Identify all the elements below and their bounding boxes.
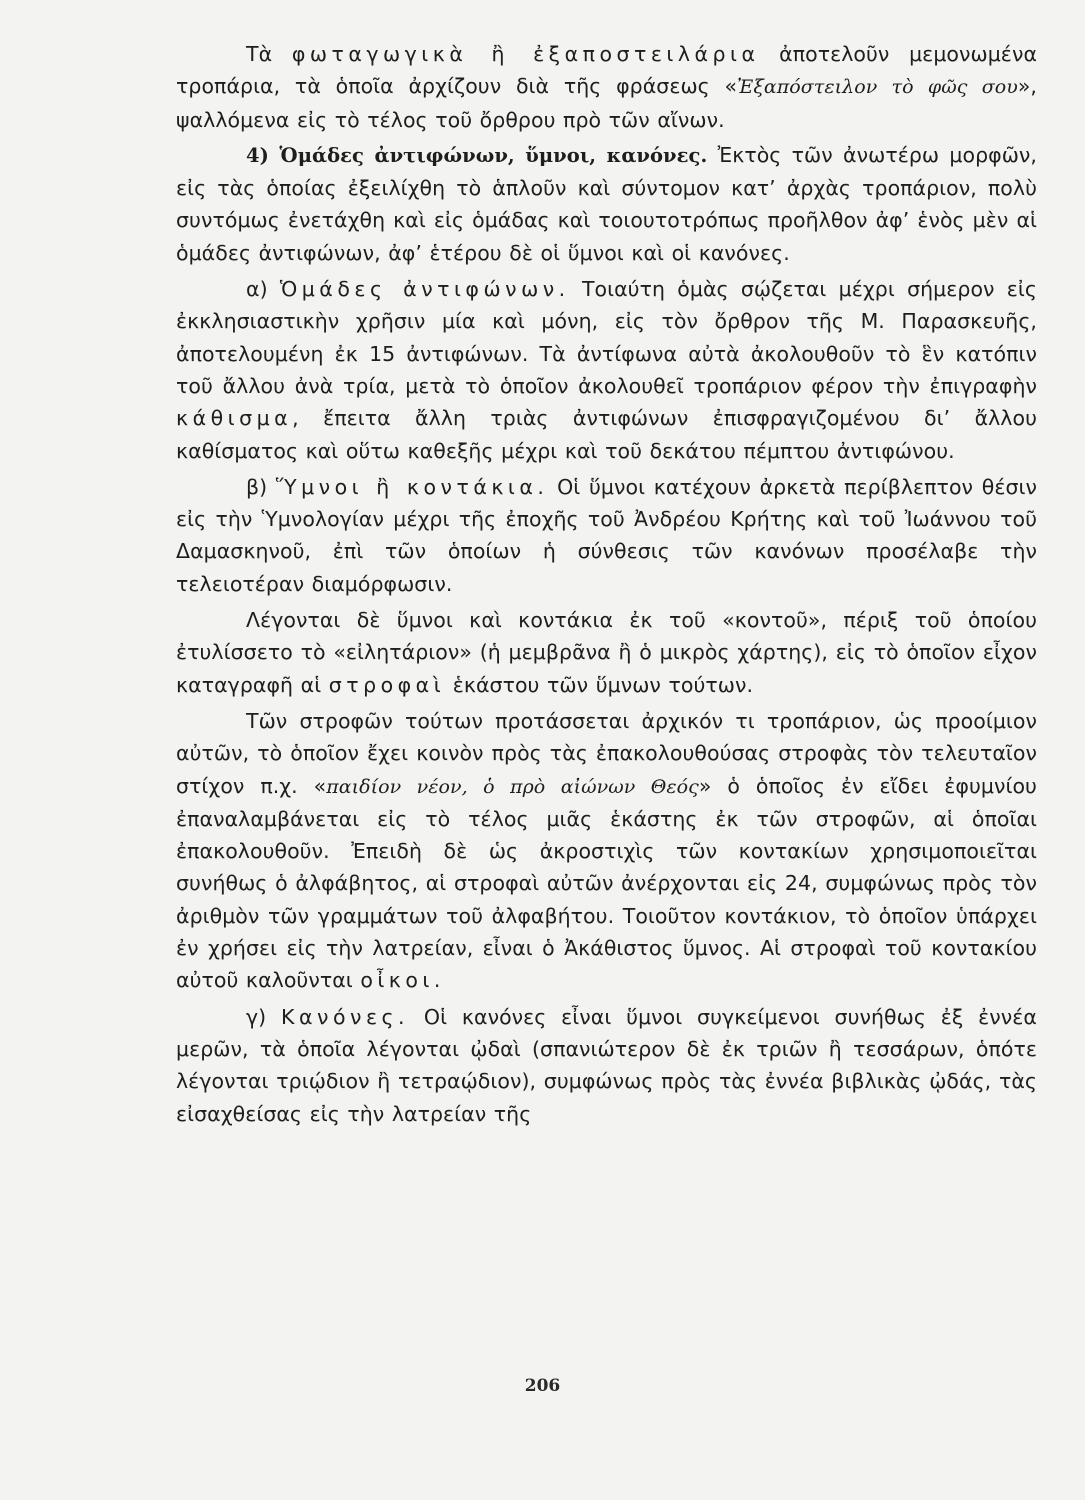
page-number: 206 [524, 1376, 561, 1396]
paragraph-canons: γ) Κανόνες. Οἱ κανόνες εἶναι ὕμνοι συγκείμενοι συνήθως ἐξ ἐννέα μερῶν, τὰ ὁποῖα λέγονται ᾠδαὶ (σπανιώτερον δὲ ἐκ τριῶν ἢ τεσσάρων, ὁπότε λέγονται τριῴδιον ἢ τετραῴδιον), συμφώνως πρὸς τὰς ἐννέα βιβλικὰς ᾠδάς, τὰς εἰσαχθείσας εἰς τὴν λατρείαν τῆς [176, 1004, 1037, 1126]
paragraph-photagogika: Τὰ φωταγωγικὰ ἢ ἐξαποστειλάρια ἀποτελοῦν μεμονωμένα τροπάρια, τὰ ὁποῖα ἀρχίζουν διὰ τῆς φράσεως «Ἐξαπόστειλον τὸ φῶς σου», ψαλλόμενα εἰς τὸ τέλος τοῦ ὄρθρου πρὸ τῶν αἴνων. [176, 42, 1038, 132]
spaced-term: Ὁμάδες ἀντιφώνων. [279, 277, 570, 302]
spaced-term: κάθισμα [176, 406, 293, 431]
paragraph-hymns: β) Ὕμνοι ἢ κοντάκια. Οἱ ὕμνοι κατέχουν ἀρκετὰ περίβλεπτον θέσιν εἰς τὴν Ὑμνολογίαν μέχρι τῆς ἐποχῆς τοῦ Ἀνδρέου Κρήτης καὶ τοῦ Ἰωάννου τοῦ Δαμασκηνοῦ, ἐπὶ τῶν ὁποίων ἡ σύνθεσις τῶν κανόνων προσέλαβε τὴν τελειοτέραν διαμόρφωσιν. [176, 474, 1038, 596]
paragraph-strophes: Τῶν στροφῶν τούτων προτάσσεται ἀρχικόν τι τροπάριον, ὡς προοίμιον αὐτῶν, τὸ ὁποῖον ἔχει κοινὸν πρὸς τὰς ἐπακολουθούσας στροφὰς τὸν τελευταῖον στίχον π.χ. «παιδίον νέον, ὁ πρὸ αἰώνων Θεός» ὁ ὁποῖος ἐν εἴδει ἐφυμνίου ἐπαναλαμβάνεται εἰς τὸ τέλος μιᾶς ἑκάστης ἐκ τῶν στροφῶν, αἱ ὁποῖαι ἐπακολουθοῦν. Ἐπειδὴ δὲ ὡς ἀκροστιχὶς τῶν κοντακίων χρησιμοποιεῖται συνήθως ὁ ἀλφάβητος, αἱ στροφαὶ αὐτῶν ἀνέρχονται εἰς 24, συμφώνως πρὸς τὸν ἀριθμὸν τῶν γραμμάτων τοῦ ἀλφαβήτου. Τοιοῦτον κοντάκιον, τὸ ὁποῖον ὑπάρχει ἐν χρήσει εἰς τὴν λατρείαν, εἶναι ὁ Ἀκάθιστος ὕμνος. Αἱ στροφαὶ τοῦ κοντακίου αὐτοῦ καλοῦνται οἶκοι. [176, 708, 1037, 993]
spaced-term: Ὕμνοι ἢ κοντάκια. [275, 474, 549, 499]
italic-quote: Ἐξαπόστειλον τὸ φῶς σου [737, 76, 1018, 99]
body-text [176, 38, 1037, 1130]
section-heading: 4) Ὁμάδες ἀντιφώνων, ὕμνοι, κανόνες. [246, 143, 708, 167]
spaced-term: Κανόνες. [281, 1004, 410, 1029]
paragraph-section-4: 4) Ὁμάδες ἀντιφώνων, ὕμνοι, κανόνες. Ἐκτὸς τῶν ἀνωτέρω μορφῶν, εἰς τὰς ὁποίας ἐξειλίχθη τὸ ἁπλοῦν καὶ σύντομον κατ’ ἀρχὰς τροπάριον, πολὺ συντόμως ἐνετάχθη καὶ εἰς ὁμάδας καὶ τοιουτοτρόπως προῆλθον ἀφ’ ἑνὸς μὲν αἱ ὁμάδες ἀντιφώνων, ἀφ’ ἑτέρου δὲ οἱ ὕμνοι καὶ οἱ κανόνες. [176, 142, 1037, 265]
paragraph-antiphons: α) Ὁμάδες ἀντιφώνων. Τοιαύτη ὁμὰς σῴζεται μέχρι σήμερον εἰς ἐκκλησιαστικὴν χρῆσιν μία καὶ μόνη, εἰς τὸν ὄρθρον τῆς Μ. Παρασκευῆς, ἀποτελουμένη ἐκ 15 ἀντιφώνων. Τὰ ἀντίφωνα αὐτὰ ἀκολουθοῦν τὸ ἓν κατόπιν τοῦ ἄλλου ἀνὰ τρία, μετὰ τὸ ὁποῖον ἀκολουθεῖ τροπάριον φέρον τὴν ἐπιγραφὴν κάθισμα, ἔπειτα ἄλλη τριὰς ἀντιφώνων ἐπισφραγιζομένου δι’ ἄλλου καθίσματος καὶ οὕτω καθεξῆς μέχρι καὶ τοῦ δεκάτου πέμπτου ἀντιφώνου. [176, 277, 1037, 463]
italic-quote: παιδίον νέον, ὁ πρὸ αἰώνων Θεός [326, 775, 699, 798]
spaced-term: φωταγωγικὰ ἢ ἐξαποστειλάρια [291, 42, 760, 66]
spaced-term: στροφαὶ [328, 672, 446, 697]
spaced-term: οἶκοι [360, 968, 434, 993]
paragraph-kontakia: Λέγονται δὲ ὕμνοι καὶ κοντάκια ἐκ τοῦ «κοντοῦ», πέριξ τοῦ ὁποίου ἐτυλίσσετο τὸ «εἰλητάριον» (ἡ μεμβρᾶνα ἢ ὁ μικρὸς χάρτης), εἰς τὸ ὁποῖον εἶχον καταγραφῆ αἱ στροφαὶ ἑκάστου τῶν ὕμνων τούτων. [176, 608, 1037, 697]
